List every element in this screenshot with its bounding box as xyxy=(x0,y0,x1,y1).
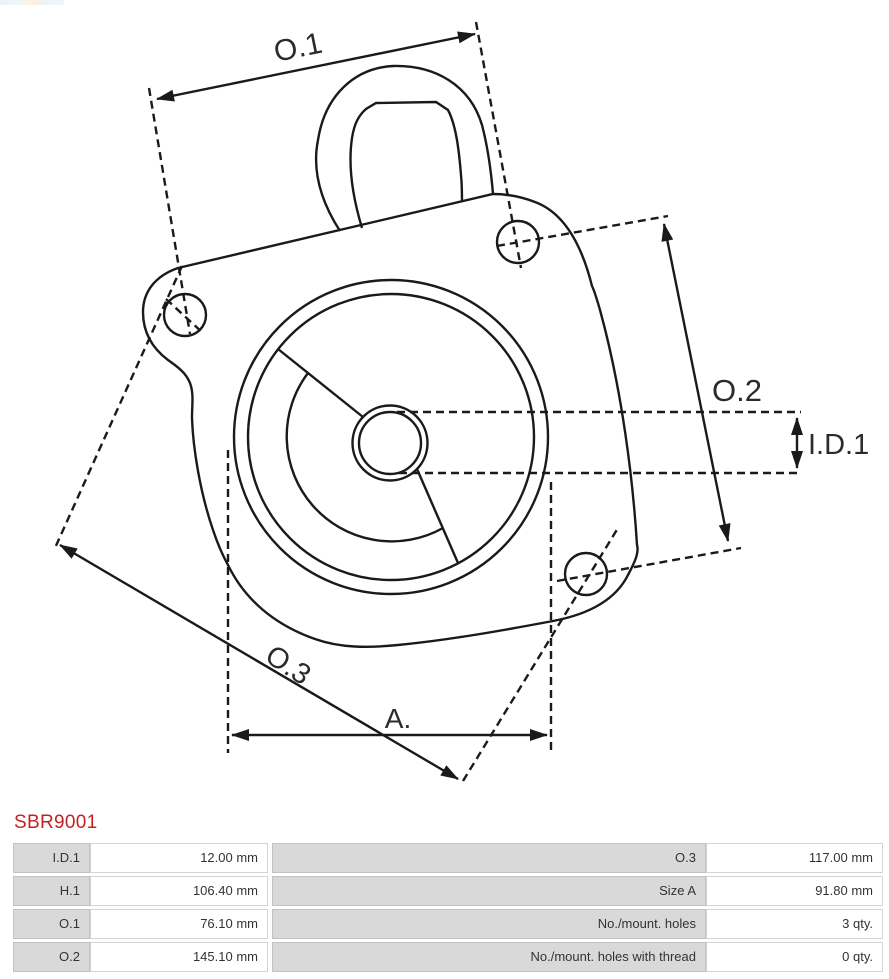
dim-label-o3: O.3 xyxy=(259,639,317,692)
spec-value-cell: 0 qty. xyxy=(706,942,883,972)
mount-lug-outer xyxy=(316,66,493,231)
spec-value-cell: 117.00 mm xyxy=(706,843,883,873)
spec-value-cell: 3 qty. xyxy=(706,909,883,939)
cropped-logo-artifact xyxy=(0,0,64,5)
spec-label-cell: Size A xyxy=(272,876,706,906)
spec-label-cell: I.D.1 xyxy=(13,843,90,873)
dimension-labels xyxy=(260,27,870,734)
dim-label-o1: O.1 xyxy=(271,26,326,69)
spec-table-row xyxy=(13,843,889,873)
spec-table xyxy=(13,843,889,972)
spec-label-cell: No./mount. holes with thread xyxy=(272,942,706,972)
spec-table-row xyxy=(13,942,889,972)
mount-lug-inner xyxy=(350,102,462,228)
inner-disc-arc xyxy=(287,373,443,541)
spec-value-cell: 145.10 mm xyxy=(90,942,268,972)
hub-outer-circle xyxy=(353,406,428,481)
inner-ring-circle xyxy=(248,294,534,580)
spec-label-cell: O.3 xyxy=(272,843,706,873)
spec-value-cell: 12.00 mm xyxy=(90,843,268,873)
spec-table-row xyxy=(13,909,889,939)
extension-lines xyxy=(55,22,801,781)
spec-label-cell: O.2 xyxy=(13,942,90,972)
o1-ext-left xyxy=(149,88,190,334)
plate-geometry xyxy=(143,66,638,647)
spec-value-cell: 91.80 mm xyxy=(706,876,883,906)
dim-label-id1: I.D.1 xyxy=(808,429,870,461)
left-hole-crosshair xyxy=(166,299,204,334)
o1-ext-right xyxy=(476,22,521,268)
o3-ext-upper xyxy=(55,266,182,548)
spec-value-cell: 76.10 mm xyxy=(90,909,268,939)
spec-value-cell: 106.40 mm xyxy=(90,876,268,906)
part-number-title: SBR9001 xyxy=(14,812,98,833)
dimension-arrows xyxy=(60,34,797,779)
spec-label-cell: No./mount. holes xyxy=(272,909,706,939)
spec-label-cell: O.1 xyxy=(13,909,90,939)
dim-label-o2: O.2 xyxy=(712,373,762,408)
outer-circle xyxy=(234,280,548,594)
spec-table-row xyxy=(13,876,889,906)
dim-label-a: A. xyxy=(384,703,412,734)
sector-line-lower xyxy=(417,469,458,563)
hub-inner-circle xyxy=(359,412,421,474)
spec-label-cell: H.1 xyxy=(13,876,90,906)
o3-ext-lower xyxy=(463,528,618,781)
